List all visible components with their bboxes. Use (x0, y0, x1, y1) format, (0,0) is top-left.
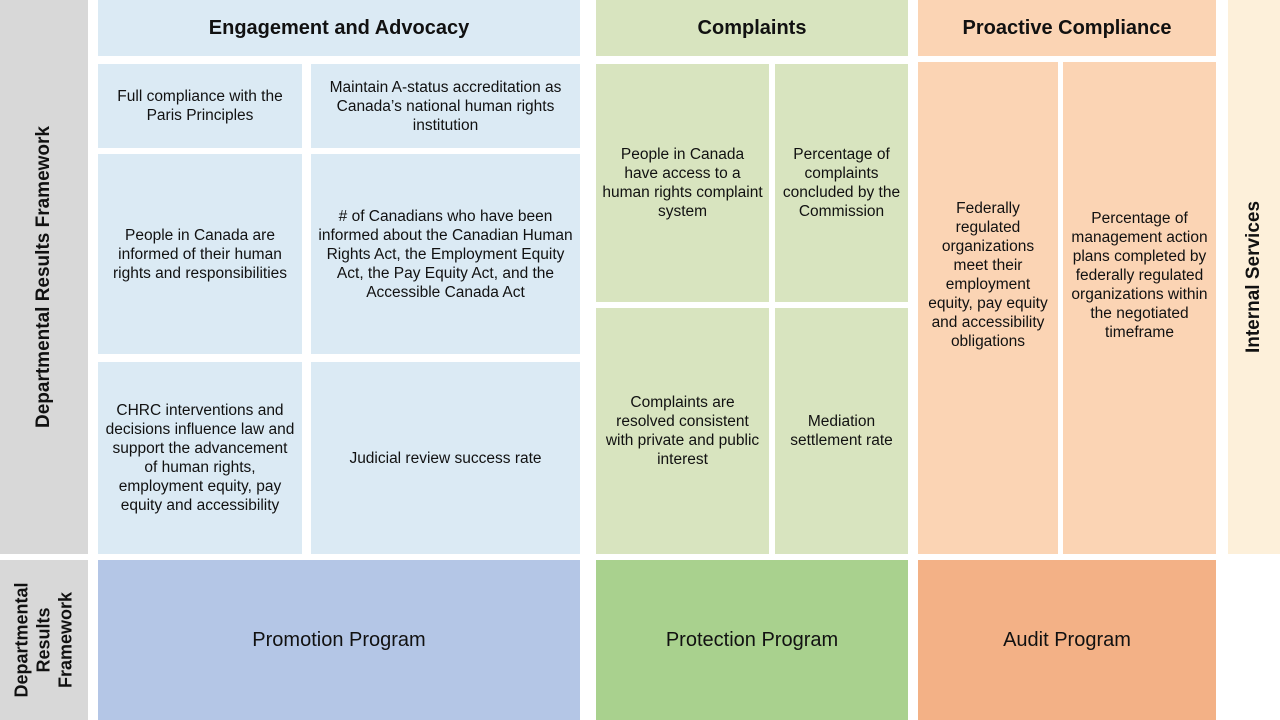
proactive-result-1: Federally regulated organizations meet their employment equity, pay equity and accessibility obligations (918, 62, 1058, 554)
complaints-result-1: People in Canada have access to a human rights complaint system (596, 64, 769, 302)
engagement-result-2: People in Canada are informed of their human rights and responsibilities (98, 154, 302, 354)
complaints-header: Complaints (596, 0, 908, 56)
protection-program: Protection Program (596, 560, 908, 720)
drf-side-label-top: Departmental Results Framework (33, 126, 54, 428)
drf-side-label-bottom: Departmental Results Framework (12, 582, 76, 698)
drf-side-panel-bottom (0, 560, 88, 720)
internal-services-panel (1228, 0, 1280, 554)
complaints-result-2: Complaints are resolved consistent with private and public interest (596, 308, 769, 554)
engagement-header: Engagement and Advocacy (98, 0, 580, 56)
internal-services-label: Internal Services (1243, 200, 1264, 354)
complaints-indicator-2: Mediation settlement rate (775, 308, 908, 554)
proactive-indicator-1: Percentage of management action plans completed by federally regulated organizations within the negotiated timeframe (1063, 62, 1216, 554)
engagement-indicator-2: # of Canadians who have been informed about the Canadian Human Rights Act, the Employment Equity Act, the Pay Equity Act, and the Accessible Canada Act (311, 154, 580, 354)
complaints-indicator-1: Percentage of complaints concluded by the Commission (775, 64, 908, 302)
drf-side-panel-top (0, 0, 88, 554)
audit-program: Audit Program (918, 560, 1216, 720)
promotion-program: Promotion Program (98, 560, 580, 720)
engagement-indicator-1: Maintain A-status accreditation as Canada’s national human rights institution (311, 64, 580, 148)
engagement-result-1: Full compliance with the Paris Principles (98, 64, 302, 148)
engagement-result-3: CHRC interventions and decisions influence law and support the advancement of human rights, employment equity, pay equity and accessibility (98, 362, 302, 554)
engagement-indicator-3: Judicial review success rate (311, 362, 580, 554)
proactive-header: Proactive Compliance (918, 0, 1216, 56)
